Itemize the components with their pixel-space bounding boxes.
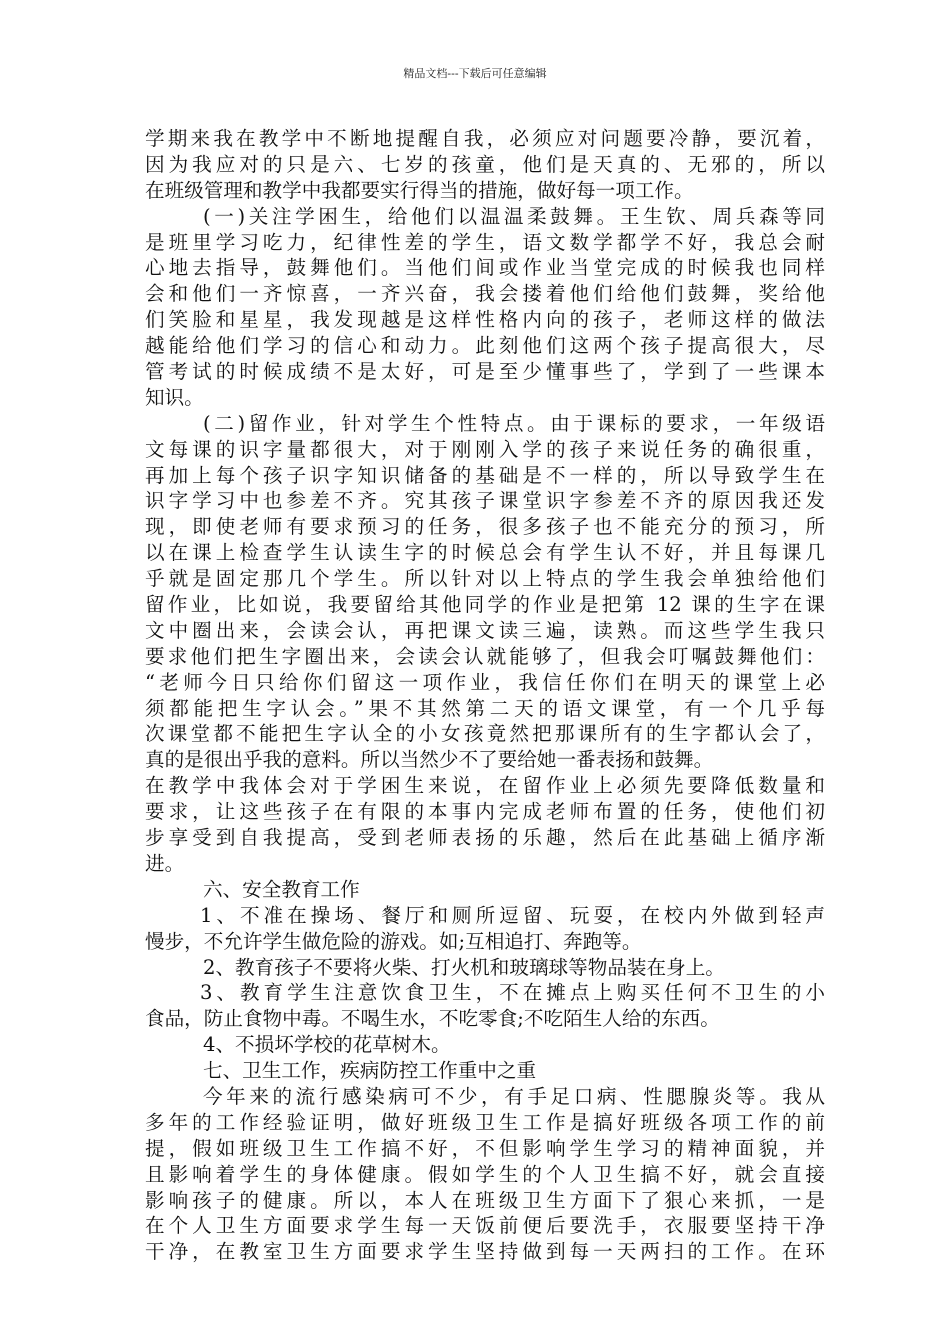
text-line: 2、教育孩子不要将火柴、打火机和玻璃球等物品装在身上。 [203, 955, 725, 979]
text-line: 管考试的时候成绩不是太好，可是至少懂事些了，学到了一些课本 [145, 360, 825, 384]
text-line: 文中圈出来，会读会认，再把课文读三遍，读熟。而这些学生我只 [145, 618, 825, 642]
text-line: 在教学中我体会对于学困生来说，在留作业上必须先要降低数量和 [145, 774, 825, 798]
text-line: 在班级管理和教学中我都要实行得当的措施，做好每一项工作。 [145, 178, 694, 202]
text-line: 七、卫生工作，疾病防控工作重中之重 [203, 1059, 537, 1083]
text-line: 留作业，比如说，我要留给其他同学的作业是把第 12 课的生字在课 [145, 593, 825, 617]
document-body [145, 126, 825, 1265]
text-line: 影响孩子的健康。所以，本人在班级卫生方面下了狠心来抓，一是 [145, 1188, 825, 1212]
text-line: (一)关注学困生，给他们以温温柔鼓舞。王生钦、周兵森等同 [203, 204, 825, 228]
text-line: 越能给他们学习的信心和动力。此刻他们这两个孩子提高很大，尽 [145, 334, 825, 358]
text-line: 心地去指导，鼓舞他们。当他们间或作业当堂完成的时候我也同样 [145, 256, 825, 280]
text-line: 会和他们一齐惊喜，一齐兴奋，我会搂着他们给他们鼓舞，奖给他 [145, 282, 825, 306]
text-line: 进。 [145, 851, 185, 875]
text-line: 再加上每个孩子识字知识储备的基础是不一样的，所以导致学生在 [145, 463, 825, 487]
text-line: 现，即使老师有要求预习的任务，很多孩子也不能充分的预习，所 [145, 515, 825, 539]
page-header: 精品文档---下载后可任意编辑 [403, 67, 547, 80]
text-line: 真的是很出乎我的意料。所以当然少不了要给她一番表扬和鼓舞。 [145, 748, 714, 772]
text-line: 慢步，不允许学生做危险的游戏。如;互相追打、奔跑等。 [145, 929, 642, 953]
text-line: 1、不准在操场、餐厅和厕所逗留、玩耍，在校内外做到轻声 [200, 903, 825, 927]
text-line: 文每课的识字量都很大，对于刚刚入学的孩子来说任务的确很重， [145, 437, 825, 461]
text-line: 是班里学习吃力，纪律性差的学生，语文数学都学不好，我总会耐 [145, 230, 825, 254]
text-line: 提，假如班级卫生工作搞不好，不但影响学生学习的精神面貌，并 [145, 1136, 825, 1160]
text-line: 食品，防止食物中毒。不喝生水，不吃零食;不吃陌生人给的东西。 [145, 1007, 720, 1031]
text-line: 学期来我在教学中不断地提醒自我，必须应对问题要冷静，要沉着， [145, 127, 825, 150]
text-line: 在个人卫生方面要求学生每一天饭前便后要洗手，衣服要坚持干净 [145, 1214, 825, 1238]
text-line: 要求他们把生字圈出来，会读会认就能够了，但我会叮嘱鼓舞他们： [145, 644, 825, 668]
text-line: 们笑脸和星星，我发现越是这样性格内向的孩子，老师这样的做法 [145, 308, 825, 332]
text-line: 步享受到自我提高，受到老师表扬的乐趣，然后在此基础上循序渐 [145, 826, 825, 850]
text-line: 须都能把生字认会。”果不其然第二天的语文课堂，有一个几乎每 [145, 696, 825, 720]
text-line: 要求，让这些孩子在有限的本事内完成老师布置的任务，使他们初 [145, 800, 825, 824]
text-line: 次课堂都不能把生字认全的小女孩竟然把那课所有的生字都认会了， [145, 722, 825, 746]
text-line: 知识。 [145, 385, 204, 409]
text-line: 六、安全教育工作 [203, 877, 360, 901]
text-line: 干净，在教室卫生方面要求学生坚持做到每一天两扫的工作。在环 [145, 1240, 825, 1264]
text-line: 今年来的流行感染病可不少，有手足口病、性腮腺炎等。我从 [203, 1084, 825, 1108]
text-line: 识字学习中也参差不齐。究其孩子课堂识字参差不齐的原因我还发 [145, 489, 825, 513]
text-line: 乎就是固定那几个学生。所以针对以上特点的学生我会单独给他们 [145, 567, 825, 591]
text-line: 以在课上检查学生认读生字的时候总会有学生认不好，并且每课几 [145, 541, 825, 565]
text-line: “老师今日只给你们留这一项作业，我信任你们在明天的课堂上必 [145, 670, 825, 694]
text-line: 多年的工作经验证明，做好班级卫生工作是搞好班级各项工作的前 [145, 1110, 825, 1134]
text-line: 3、教育学生注意饮食卫生，不在摊点上购买任何不卫生的小 [200, 981, 825, 1005]
text-line: 因为我应对的只是六、七岁的孩童，他们是天真的、无邪的，所以 [145, 152, 825, 176]
text-line: 4、不损坏学校的花草树木。 [203, 1033, 451, 1057]
text-line: (二)留作业，针对学生个性特点。由于课标的要求，一年级语 [203, 411, 825, 435]
text-line: 且影响着学生的身体健康。假如学生的个人卫生搞不好，就会直接 [145, 1162, 825, 1186]
